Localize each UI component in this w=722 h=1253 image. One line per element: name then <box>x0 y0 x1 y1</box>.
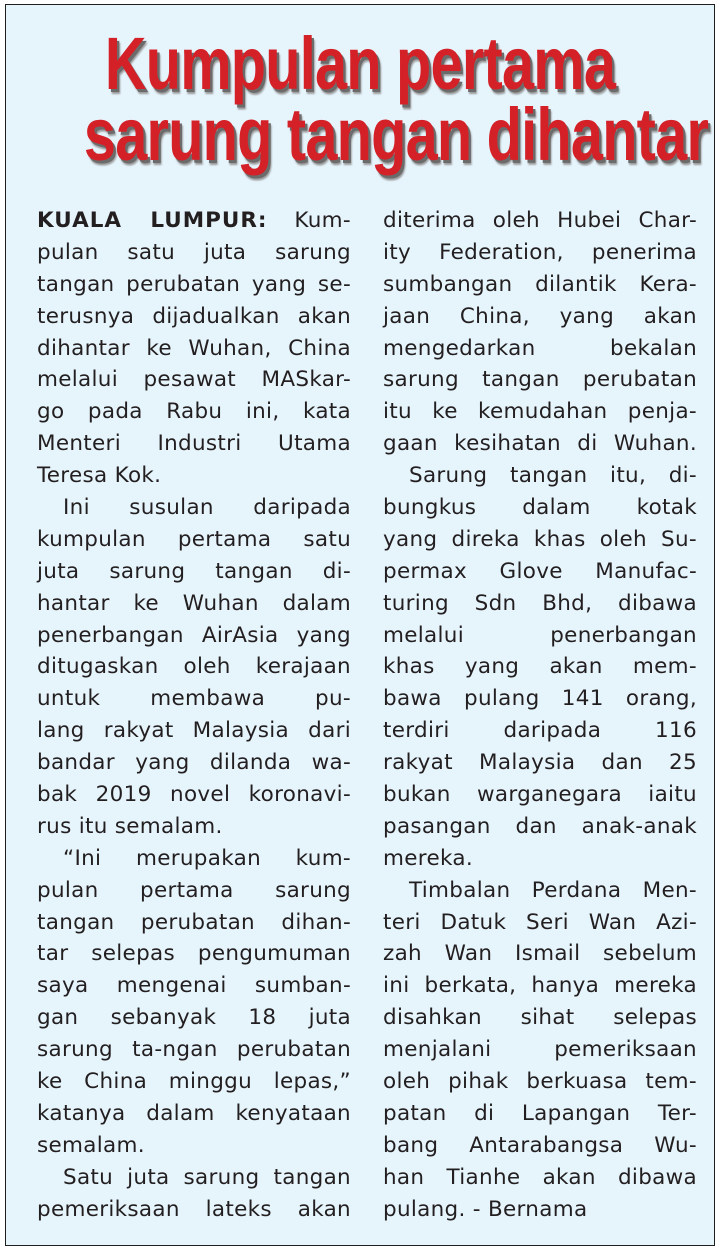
article-clipping <box>5 4 715 1246</box>
article-line: pulan satu juta sarung <box>37 239 351 265</box>
article-line: bang Antarabangsa Wu- <box>383 1132 697 1158</box>
article-line: katanya dalam kenyataan <box>37 1100 351 1126</box>
article-line: pulan pertama sarung <box>37 877 351 903</box>
article-line: bawa pulang 141 orang, <box>383 686 697 712</box>
article-line: jaan China, yang akan <box>383 303 697 329</box>
article-line: tangan perubatan dihan- <box>37 909 351 935</box>
article-line: semalam. <box>37 1132 145 1158</box>
article-line: Ini susulan daripada <box>63 495 351 521</box>
headline-line-1: Kumpulan pertama <box>104 22 616 105</box>
article-line: bandar yang dilanda wa- <box>37 750 351 776</box>
article-line: gaan kesihatan di Wuhan. <box>383 431 697 457</box>
article-line: “Ini merupakan kum- <box>63 845 351 871</box>
article-line: Timbalan Perdana Men- <box>409 877 697 903</box>
article-line: ini berkata, hanya mereka <box>383 973 697 999</box>
article-line: melalui pesawat MASkar- <box>37 367 351 393</box>
article-line: pemeriksaan lateks akan <box>37 1196 351 1222</box>
article-line: sarung tangan perubatan <box>383 367 697 393</box>
article-line: bak 2019 novel koronavi- <box>37 782 351 808</box>
article-line: disahkan sihat selepas <box>383 1005 697 1031</box>
article-line: turing Sdn Bhd, dibawa <box>383 590 697 616</box>
article-line: itu ke kemudahan penja- <box>383 399 697 425</box>
dateline: KUALA LUMPUR: <box>37 208 268 233</box>
article-line: melalui penerbangan <box>383 622 697 648</box>
article-line: kumpulan pertama satu <box>37 526 351 552</box>
article-line: pulang. - Bernama <box>383 1196 588 1222</box>
article-line: pasangan dan anak-anak <box>383 813 697 839</box>
article-line: Menteri Industri Utama <box>37 431 351 457</box>
article-line: yang direka khas oleh Su- <box>383 526 697 552</box>
article-line: untuk membawa pu- <box>37 686 351 712</box>
article-line: juta sarung tangan di- <box>37 558 351 584</box>
article-line: mengedarkan bekalan <box>383 335 697 361</box>
article-column-left <box>37 205 351 1226</box>
article-line: penerbangan AirAsia yang <box>37 622 351 648</box>
article-line: Sarung tangan itu, di- <box>409 463 697 489</box>
article-line: oleh pihak berkuasa tem- <box>383 1069 697 1095</box>
article-line: sumbangan dilantik Kera- <box>383 271 697 297</box>
article-line: go pada Rabu ini, kata <box>37 399 351 425</box>
article-line: diterima oleh Hubei Char- <box>383 208 697 233</box>
article-line: ke China minggu lepas,” <box>37 1069 351 1095</box>
article-column-right <box>383 205 697 1226</box>
article-line: rakyat Malaysia dan 25 <box>383 750 697 776</box>
article-line: saya mengenai sumban- <box>37 973 351 999</box>
article-line: bungkus dalam kotak <box>383 495 697 521</box>
article-line: dihantar ke Wuhan, China <box>37 335 351 361</box>
article-line: terdiri daripada 116 <box>383 718 697 744</box>
article-line: hantar ke Wuhan dalam <box>37 590 351 616</box>
article-line: tangan perubatan yang se- <box>37 271 351 297</box>
article-line: lang rakyat Malaysia dari <box>37 718 351 744</box>
article-line: khas yang akan mem- <box>383 654 697 680</box>
article-line: Teresa Kok. <box>37 463 162 489</box>
article-line: patan di Lapangan Ter- <box>383 1100 697 1126</box>
article-line: bukan warganegara iaitu <box>383 782 697 808</box>
article-line: gan sebanyak 18 juta <box>37 1005 351 1031</box>
article-line: ity Federation, penerima <box>383 239 697 265</box>
article-line: menjalani pemeriksaan <box>383 1037 697 1063</box>
headline-line-2: sarung tangan dihantar <box>83 93 709 176</box>
article-line: rus itu semalam. <box>37 813 223 839</box>
article-line: KUALA LUMPUR: Kum- <box>37 208 351 233</box>
article-line: tar selepas pengumuman <box>37 941 351 967</box>
article-line: teri Datuk Seri Wan Azi- <box>383 909 697 935</box>
article-line: Satu juta sarung tangan <box>63 1164 351 1190</box>
article-line: sarung ta-ngan perubatan <box>37 1037 351 1063</box>
article-line: mereka. <box>383 845 473 871</box>
article-line: han Tianhe akan dibawa <box>383 1164 697 1190</box>
article-line: terusnya dijadualkan akan <box>37 303 351 329</box>
article-line: ditugaskan oleh kerajaan <box>37 654 351 680</box>
article-line: permax Glove Manufac- <box>383 558 697 584</box>
article-line: zah Wan Ismail sebelum <box>383 941 697 967</box>
